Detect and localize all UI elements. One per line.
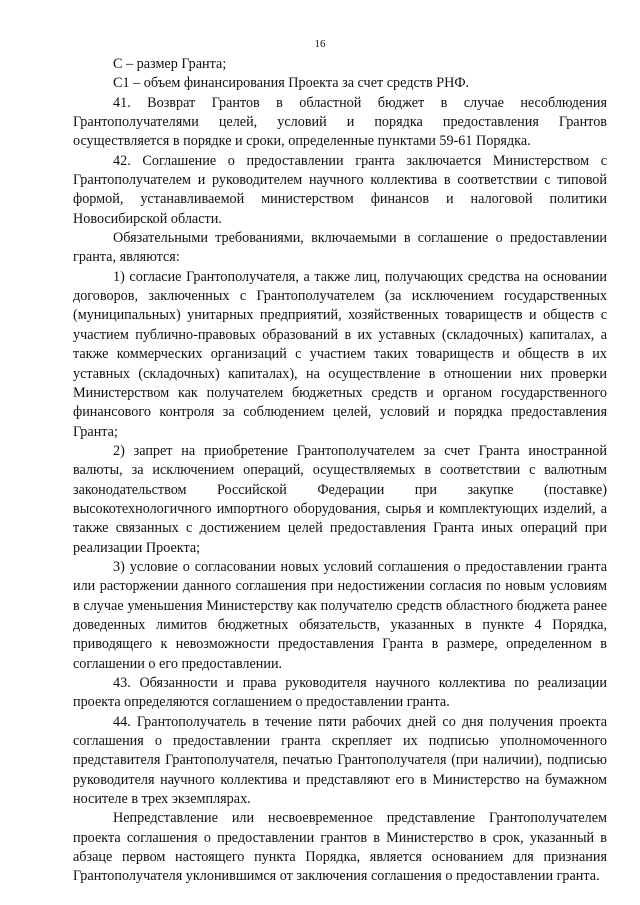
paragraph-43-duties: 43. Обязанности и права руководителя научного коллектива по реализации проекта определяются соглашением о предоставлении гранта.	[73, 675, 607, 711]
paragraph-non-submission: Непредставление или несвоевременное представление Грантополучателем проекта соглашения о предоставлении грантов в Министерство в срок, указанный в абзаце первом настоящего пункта Порядка, является основанием для признания Грантополучателя уклонившимся от заключения соглашения о предоставлении гранта.	[73, 810, 607, 885]
paragraph-41-grant-return: 41. Возврат Грантов в областной бюджет в случае несоблюдения Грантополучателями целей, условий и порядка предоставления Грантов осуществляется в порядке и сроки, определенные пунктами 59-61 Порядка.	[73, 94, 607, 150]
list-item-3-new-conditions: 3) условие о согласовании новых условий соглашения о предоставлении гранта или расторжении данного соглашения при недостижении согласия по новым условиям в случае уменьшения Министерству как получателю средств областного бюджета ранее доведенных лимитов бюджетных обязательств, указанных в пункте 4 Порядка, приводящего к невозможности предоставления Гранта в размере, определенном в соглашении о его предоставлении.	[73, 558, 607, 672]
paragraph-42-agreement: 42. Соглашение о предоставлении гранта заключается Министерством с Грантополучателем и руководителем научного коллектива в соответствии с типовой формой, устанавливаемой министерством финансов и налоговой политики Новосибирской области.	[73, 152, 607, 227]
document-body	[73, 55, 607, 887]
paragraph-44-signing: 44. Грантополучатель в течение пяти рабочих дней со дня получения проекта соглашения о предоставлении гранта скрепляет их подписью уполномоченного представителя Грантополучателя, печатью Грантополучателя (при наличии), подписью руководителя научного коллектива и представляют его в Министерство на бумажном носителе в трех экземплярах.	[73, 713, 607, 808]
paragraph-mandatory-requirements: Обязательными требованиями, включаемыми в соглашение о предоставлении гранта, являются:	[73, 230, 607, 266]
paragraph-grant-size: С – размер Гранта;	[113, 56, 227, 72]
list-item-1-consent: 1) согласие Грантополучателя, а также лиц, получающих средства на основании договоров, заключенных с Грантополучателем (за исключением государственных (муниципальных) унитарных предприятий, хозяйственных товариществ и обществ с участием публично-правовых образований в их уставных (складочных) капиталах, а также коммерческих организаций с участием таких товариществ и обществ в их уставных (складочных) капиталах), на осуществление в отношении них проверки Министерством как получателем бюджетных средств и органом государственного финансового контроля за соблюдением целей, условий и порядка предоставления Гранта;	[73, 268, 607, 440]
page-number: 16	[314, 38, 326, 50]
list-item-2-currency-ban: 2) запрет на приобретение Грантополучателем за счет Гранта иностранной валюты, за исключением операций, осуществляемых в соответствии с валютным законодательством Российской Федерации при закупке (поставке) высокотехнологичного импортного оборудования, сырья и комплектующих изделий, а также связанных с достижением целей предоставления Гранта иных операций при реализации Проекта;	[73, 442, 607, 556]
paragraph-rnf-financing: С1 – объем финансирования Проекта за счет средств РНФ.	[113, 75, 470, 92]
